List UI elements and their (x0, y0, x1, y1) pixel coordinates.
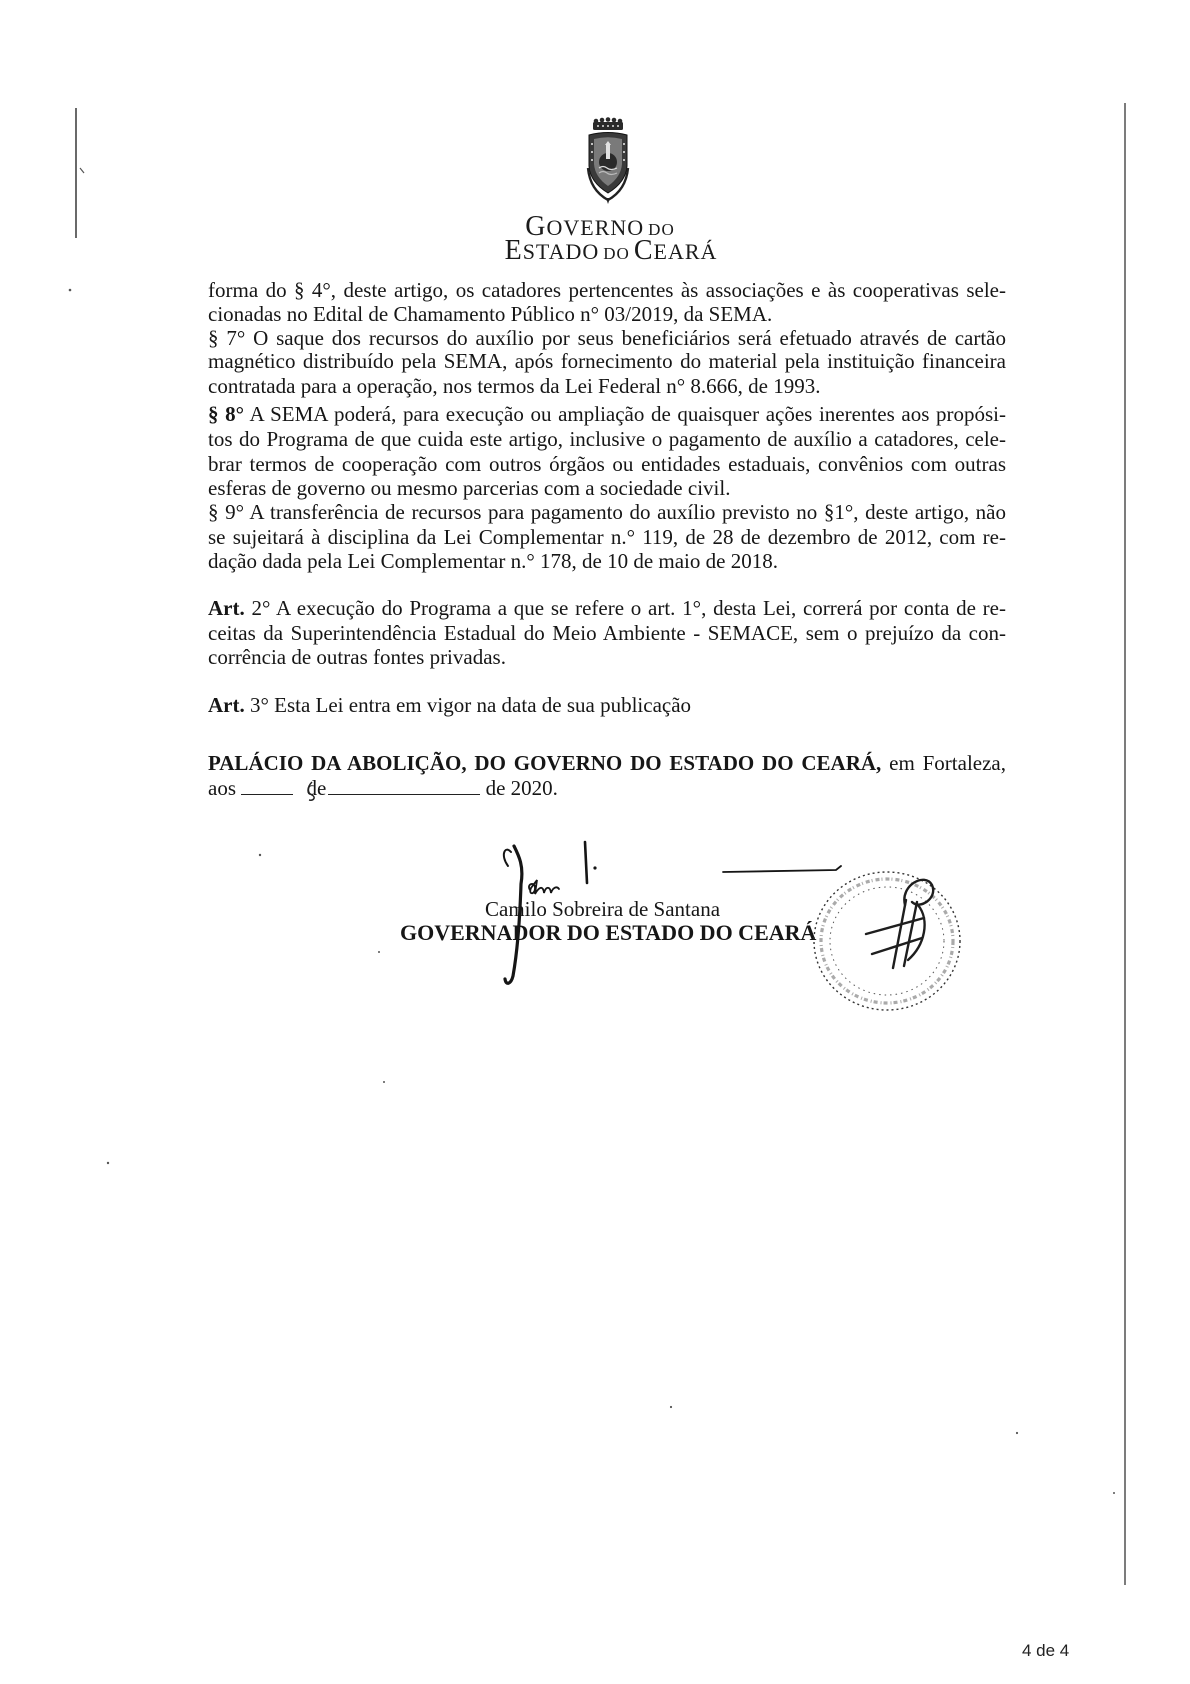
header-word: CEARÁ (633, 235, 718, 266)
stamp-initials-scribble (866, 880, 933, 968)
signatory-title: GOVERNADOR DO ESTADO DO CEARÁ (400, 920, 817, 945)
article-2-line (208, 596, 1006, 620)
header-word: DO (603, 244, 630, 263)
shield (589, 133, 627, 194)
paragraph-8-line: brar termos de cooperação com outros órgãos ou entidades estaduais, convênios com outras (208, 452, 1006, 476)
paragraph-8-line: esferas de governo ou mesmo parcerias com a sociedade civil. (208, 476, 731, 500)
header-word: DO (648, 220, 675, 239)
city-name: em Fortaleza, (889, 751, 1007, 775)
paragraph-7-line: contratada para a operação, nos termos da Lei Federal n° 8.666, de 1993. (208, 374, 821, 398)
article-2-line: corrência de outras fontes privadas. (208, 645, 506, 669)
header-word: GOVERNO (525, 211, 645, 242)
day-blank (241, 780, 293, 795)
paragraph-7-line: § 7° O saque dos recursos do auxílio por seus beneficiários será efetuado através de cartão (208, 326, 1006, 350)
header-state-line (461, 236, 761, 266)
text-line: cionadas no Edital de Chamamento Público n° 03/2019, da SEMA. (208, 302, 773, 326)
article-text: 3° Esta Lei entra em vigor na data de sua publicação (249, 693, 692, 717)
article-text: 2° A execução do Programa a que se refere o art. 1°, desta Lei, correrá por conta de re- (251, 596, 1006, 620)
article-label: Art. (208, 693, 245, 717)
paragraph-8-line (208, 402, 1006, 426)
paragraph-label: § 8° (208, 402, 245, 426)
article-3-line (208, 693, 1006, 717)
date-month-prefix: de (306, 776, 327, 800)
paragraph-text: A SEMA poderá, para execução ou ampliação de quaisquer ações inerentes aos propósi- (249, 402, 1006, 426)
paragraph-9-line: se sujeitará à disciplina da Lei Complementar n.° 119, de 28 de dezembro de 2012, com re- (208, 525, 1006, 549)
official-seal-stamp-icon (814, 872, 960, 1010)
scan-tick-mark (80, 168, 84, 173)
crown (593, 117, 623, 130)
text-line: forma do § 4°, deste artigo, os catadores pertencentes às associações e às cooperativas sele- (208, 278, 1006, 302)
date-prefix: aos (208, 776, 236, 800)
header-word: ESTADO (504, 235, 600, 266)
ceara-coat-of-arms-icon (582, 116, 634, 204)
closing-date-line (208, 776, 1006, 800)
date-year: de 2020. (485, 776, 558, 800)
palace-name: PALÁCIO DA ABOLIÇÃO, DO GOVERNO DO ESTADO DO CEARÁ, (208, 751, 882, 775)
month-blank (328, 780, 480, 795)
page-counter: 4 de 4 (1022, 1641, 1070, 1660)
closing-place-line (208, 751, 1006, 775)
article-label: Art. (208, 596, 245, 620)
paragraph-9-line: dação dada pela Lei Complementar n.° 178, de 10 de maio de 2018. (208, 549, 778, 573)
paragraph-9-line: § 9° A transferência de recursos para pagamento do auxílio previsto no §1°, deste artigo, não (208, 500, 1006, 524)
paragraph-8-line: tos do Programa de que cuida este artigo, inclusive o pagamento de auxílio a catadores, cele- (208, 427, 1006, 451)
article-2-line: ceitas da Superintendência Estadual do Meio Ambiente - SEMACE, sem o prejuízo da con- (208, 621, 1006, 645)
paragraph-7-line: magnético distribuído pela SEMA, após fornecimento do material pela instituição financeira (208, 349, 1006, 373)
signatory-name: Camilo Sobreira de Santana (485, 897, 721, 921)
